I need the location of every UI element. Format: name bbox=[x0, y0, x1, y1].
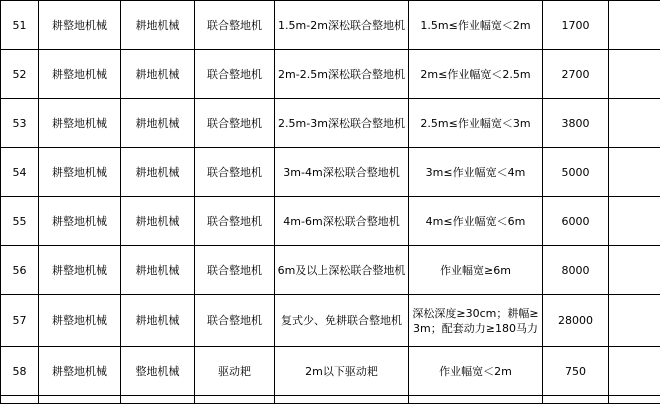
row-number: 51 bbox=[1, 1, 39, 50]
item-name: 3m-4m深松联合整地机 bbox=[275, 148, 409, 197]
category-level-3: 联合整地机 bbox=[195, 1, 275, 50]
empty-cell bbox=[609, 148, 660, 197]
amount: 3800 bbox=[543, 99, 609, 148]
empty-cell bbox=[275, 396, 409, 404]
category-level-2: 耕地机械 bbox=[121, 148, 195, 197]
table-row bbox=[1, 347, 660, 396]
item-name: 2.5m-3m深松联合整地机 bbox=[275, 99, 409, 148]
empty-cell bbox=[409, 396, 543, 404]
category-level-3: 联合整地机 bbox=[195, 99, 275, 148]
row-number: 56 bbox=[1, 246, 39, 295]
row-number: 58 bbox=[1, 347, 39, 396]
category-level-1: 耕整地机械 bbox=[39, 347, 121, 396]
category-level-1: 耕整地机械 bbox=[39, 246, 121, 295]
empty-cell bbox=[609, 197, 660, 246]
category-level-3: 联合整地机 bbox=[195, 148, 275, 197]
amount: 750 bbox=[543, 347, 609, 396]
category-level-3: 联合整地机 bbox=[195, 246, 275, 295]
category-level-2: 耕地机械 bbox=[121, 197, 195, 246]
category-level-1: 耕整地机械 bbox=[39, 295, 121, 347]
empty-cell bbox=[39, 396, 121, 404]
amount: 1700 bbox=[543, 1, 609, 50]
table-row bbox=[1, 99, 660, 148]
category-level-1: 耕整地机械 bbox=[39, 50, 121, 99]
category-level-2: 整地机械 bbox=[121, 347, 195, 396]
table-row-partial bbox=[1, 396, 660, 404]
empty-cell bbox=[609, 1, 660, 50]
row-number: 57 bbox=[1, 295, 39, 347]
category-level-3: 联合整地机 bbox=[195, 197, 275, 246]
item-name: 4m-6m深松联合整地机 bbox=[275, 197, 409, 246]
table-row bbox=[1, 295, 660, 347]
category-level-1: 耕整地机械 bbox=[39, 1, 121, 50]
table-row bbox=[1, 1, 660, 50]
amount: 28000 bbox=[543, 295, 609, 347]
spec: 深松深度≥30cm；耕幅≥3m；配套动力≥180马力 bbox=[409, 295, 543, 347]
empty-cell bbox=[1, 396, 39, 404]
table-row bbox=[1, 197, 660, 246]
spec: 作业幅宽≥6m bbox=[409, 246, 543, 295]
category-level-1: 耕整地机械 bbox=[39, 148, 121, 197]
spec: 4m≤作业幅宽＜6m bbox=[409, 197, 543, 246]
row-number: 53 bbox=[1, 99, 39, 148]
category-level-3: 驱动耙 bbox=[195, 347, 275, 396]
spec: 2m≤作业幅宽＜2.5m bbox=[409, 50, 543, 99]
category-level-2: 耕地机械 bbox=[121, 295, 195, 347]
empty-cell bbox=[609, 295, 660, 347]
category-level-1: 耕整地机械 bbox=[39, 197, 121, 246]
item-name: 2m-2.5m深松联合整地机 bbox=[275, 50, 409, 99]
item-name: 2m以下驱动耙 bbox=[275, 347, 409, 396]
table-row bbox=[1, 246, 660, 295]
spec: 1.5m≤作业幅宽＜2m bbox=[409, 1, 543, 50]
spec: 作业幅宽＜2m bbox=[409, 347, 543, 396]
row-number: 55 bbox=[1, 197, 39, 246]
category-level-3: 联合整地机 bbox=[195, 50, 275, 99]
table-row bbox=[1, 148, 660, 197]
category-level-1: 耕整地机械 bbox=[39, 99, 121, 148]
item-name: 6m及以上深松联合整地机 bbox=[275, 246, 409, 295]
category-level-3: 联合整地机 bbox=[195, 295, 275, 347]
empty-cell bbox=[121, 396, 195, 404]
amount: 5000 bbox=[543, 148, 609, 197]
empty-cell bbox=[195, 396, 275, 404]
spec: 2.5m≤作业幅宽＜3m bbox=[409, 99, 543, 148]
category-level-2: 耕地机械 bbox=[121, 50, 195, 99]
amount: 6000 bbox=[543, 197, 609, 246]
amount: 2700 bbox=[543, 50, 609, 99]
empty-cell bbox=[609, 99, 660, 148]
empty-cell bbox=[543, 396, 609, 404]
amount: 8000 bbox=[543, 246, 609, 295]
row-number: 54 bbox=[1, 148, 39, 197]
category-level-2: 耕地机械 bbox=[121, 99, 195, 148]
category-level-2: 耕地机械 bbox=[121, 1, 195, 50]
empty-cell bbox=[609, 347, 660, 396]
row-number: 52 bbox=[1, 50, 39, 99]
empty-cell bbox=[609, 50, 660, 99]
empty-cell bbox=[609, 396, 660, 404]
item-name: 1.5m-2m深松联合整地机 bbox=[275, 1, 409, 50]
spec: 3m≤作业幅宽＜4m bbox=[409, 148, 543, 197]
empty-cell bbox=[609, 246, 660, 295]
item-name: 复式少、免耕联合整地机 bbox=[275, 295, 409, 347]
category-level-2: 耕地机械 bbox=[121, 246, 195, 295]
table-row bbox=[1, 50, 660, 99]
